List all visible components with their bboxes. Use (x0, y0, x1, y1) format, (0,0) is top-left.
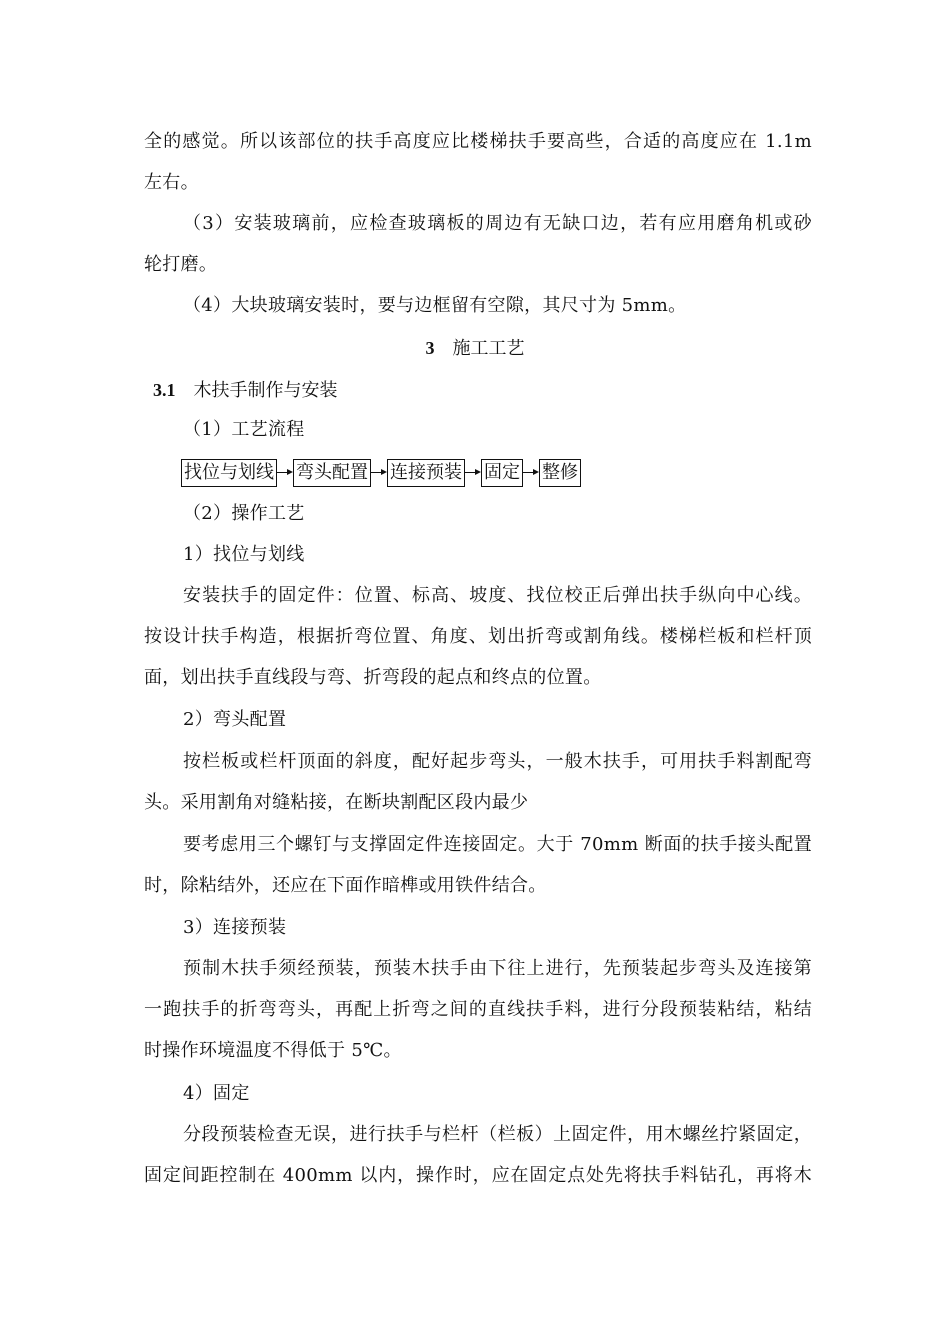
paragraph-line: 一跑扶手的折弯弯头，再配上折弯之间的直线扶手料，进行分段预装粘结，粘结 (144, 999, 812, 1020)
flow-step-fix: 固定 (481, 459, 523, 487)
process-flow-diagram (181, 458, 581, 488)
subsection-number: 3.1 (153, 380, 176, 400)
arrow-right-icon (523, 472, 539, 474)
step-title: 3）连接预装 (183, 917, 287, 938)
paragraph-line: 时操作环境温度不得低于 5℃。 (144, 1040, 402, 1061)
paragraph-line: 轮打磨。 (144, 254, 218, 275)
operation-heading: （2）操作工艺 (183, 503, 305, 524)
arrow-right-icon (277, 472, 293, 474)
paragraph-line: （4）大块玻璃安装时，要与边框留有空隙，其尺寸为 5mm。 (183, 295, 687, 316)
paragraph-line: （3）安装玻璃前，应检查玻璃板的周边有无缺口边，若有应用磨角机或砂 (183, 213, 812, 234)
paragraph-line: 按设计扶手构造，根据折弯位置、角度、划出折弯或割角线。楼梯栏板和栏杆顶 (144, 626, 812, 647)
paragraph-line: 分段预装检查无误，进行扶手与栏杆（栏板）上固定件，用木螺丝拧紧固定， (183, 1124, 812, 1145)
section-number: 3 (425, 338, 435, 358)
subsection-title: 木扶手制作与安装 (193, 380, 338, 401)
paragraph-line: 按栏板或栏杆顶面的斜度，配好起步弯头，一般木扶手，可用扶手料割配弯 (183, 751, 812, 772)
step-title: 4）固定 (183, 1083, 250, 1104)
arrow-right-icon (465, 472, 481, 474)
paragraph-line: 面，划出扶手直线段与弯、折弯段的起点和终点的位置。 (144, 667, 602, 688)
paragraph-line: 安装扶手的固定件：位置、标高、坡度、找位校正后弹出扶手纵向中心线。 (183, 585, 812, 606)
section-heading (0, 336, 950, 361)
section-title: 施工工艺 (452, 338, 525, 359)
arrow-right-icon (371, 472, 387, 474)
paragraph-line: 全的感觉。所以该部位的扶手高度应比楼梯扶手要高些，合适的高度应在 1.1m (144, 131, 812, 152)
flow-step-elbow-fitting: 弯头配置 (293, 459, 371, 487)
process-flow-heading: （1）工艺流程 (183, 419, 305, 440)
flow-step-finishing: 整修 (539, 459, 581, 487)
paragraph-line: 左右。 (144, 172, 199, 193)
paragraph-line: 固定间距控制在 400mm 以内，操作时，应在固定点处先将扶手料钻孔，再将木 (144, 1165, 812, 1186)
paragraph-line: 预制木扶手须经预装，预装木扶手由下往上进行，先预装起步弯头及连接第 (183, 958, 812, 979)
subsection-heading (153, 378, 338, 403)
flow-step-connect-preassemble: 连接预装 (387, 459, 465, 487)
step-title: 2）弯头配置 (183, 709, 287, 730)
step-title: 1）找位与划线 (183, 544, 305, 565)
paragraph-line: 要考虑用三个螺钉与支撑固定件连接固定。大于 70mm 断面的扶手接头配置 (183, 834, 812, 855)
paragraph-line: 时，除粘结外，还应在下面作暗榫或用铁件结合。 (144, 875, 547, 896)
flow-step-locate-and-mark: 找位与划线 (181, 459, 277, 487)
paragraph-line: 头。采用割角对缝粘接，在断块割配区段内最少 (144, 792, 529, 813)
